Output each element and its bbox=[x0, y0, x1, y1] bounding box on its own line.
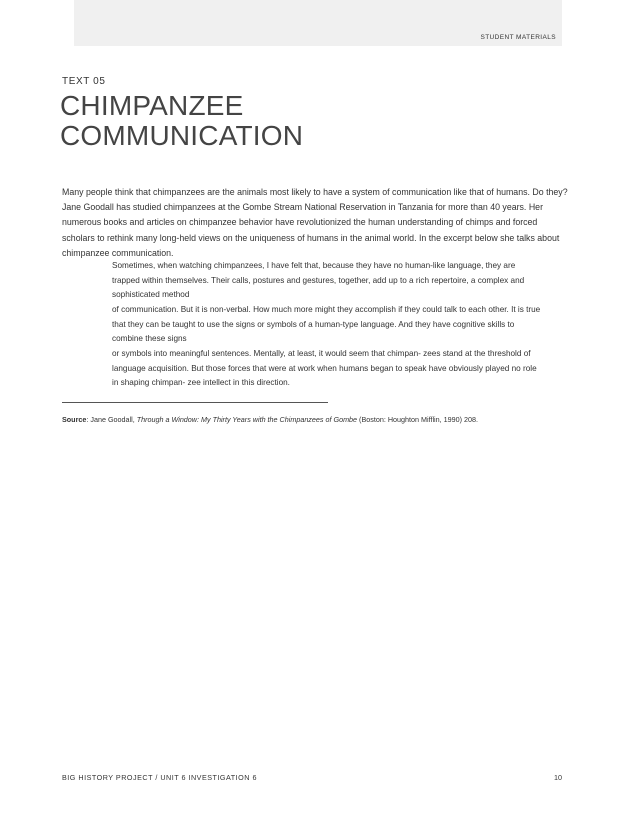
quote-paragraph-3: or symbols into meaningful sentences. Mentally, at least, it would seem that chimpan- zees stand at the threshold of language acquisition. But those forces that were at work when humans began to speak have obviously played no role in shaping chimpan- zee intellect in this direction. bbox=[112, 349, 537, 388]
quote-paragraph-2: of communication. But it is non-verbal. How much more might they accomplish if they could talk to each other. It is true that they can be taught to use the signs or symbols of a human-type language. And they have cognitive skills to combine these signs bbox=[112, 305, 541, 344]
source-book-title: Through a Window: My Thirty Years with the Chimpanzees of Gombe bbox=[136, 415, 358, 424]
source-label: Source bbox=[62, 415, 87, 424]
page-title bbox=[60, 91, 303, 151]
divider bbox=[62, 402, 328, 403]
page-number: 10 bbox=[554, 773, 562, 782]
footer-course-label: BIG HISTORY PROJECT / UNIT 6 INVESTIGATION 6 bbox=[62, 773, 257, 782]
title-line-1: CHIMPANZEE bbox=[60, 90, 244, 121]
source-suffix: (Boston: Houghton Mifflin, 1990) 208. bbox=[357, 415, 478, 424]
source-prefix: : Jane Goodall, bbox=[86, 415, 137, 424]
title-line-2: COMMUNICATION bbox=[60, 120, 304, 151]
section-label: STUDENT MATERIALS bbox=[480, 34, 556, 41]
quote-paragraph-1: Sometimes, when watching chimpanzees, I have felt that, because they have no human-like language, they are trapped within themselves. Their calls, postures and gestures, together, add up to a rich repertoire, a complex and sophisticated method bbox=[112, 261, 525, 300]
source-citation bbox=[62, 415, 582, 424]
text-number: TEXT 05 bbox=[62, 76, 106, 87]
header-band bbox=[74, 0, 562, 46]
intro-paragraph: Many people think that chimpanzees are the animals most likely to have a system of communication like that of humans. Do they? Jane Goodall has studied chimpanzees at the Gombe Stream National Reservation in Tanzania for more than 40 years. Her numerous books and articles on chimpanzee behavior have revolutionized the human understanding of chimps and forced scholars to rethink many long-held views on the uniqueness of humans in the animal world. In the excerpt below she talks about chimpanzee communication. bbox=[62, 187, 568, 258]
